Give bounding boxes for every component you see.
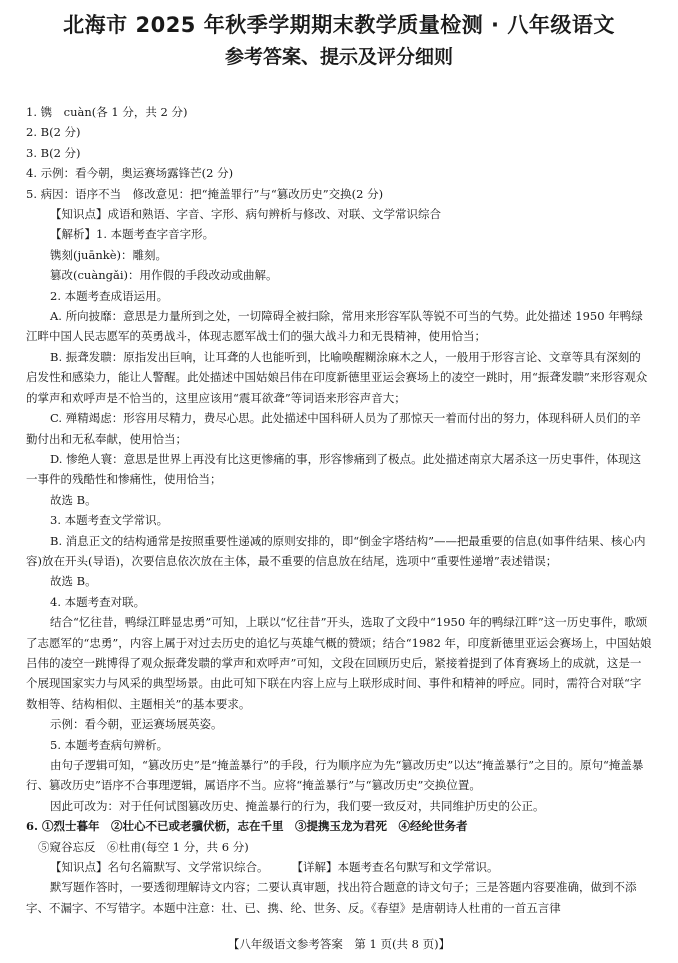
paragraph: B. 振聋发聩：原指发出巨响，让耳聋的人也能听到，比喻唤醒糊涂麻木之人，一般用于形容言论、文章等具有深刻的启发性和感染力，能让人警醒。此处描述中国姑娘吕伟在印度新德里亚运会赛场上的凌空一跳时，用“振聋发聩”来形容观众的掌声和欢呼声是不恰当的，这里应该用“震耳欲聋”等词语来形容声音大； [26,349,648,405]
paragraph: 因此可改为：对于任何试图篡改历史、掩盖暴行的行为，我们要一致反对，共同维护历史的公正。 [50,798,545,813]
paragraph: 3. 本题考查文学常识。 [50,513,169,528]
answer-5: 5. 病因：语序不当 修改意见：把“掩盖罪行”与“篡改历史”交换(2 分) [26,186,384,201]
paragraph: 2. 本题考查成语运用。 [50,288,169,303]
paragraph: 由句子逻辑可知，“篡改历史”是“掩盖暴行”的手段，行为顺序应为先“篡改历史”以达“掩盖暴行”之目的。原句“掩盖暴行、篡改历史”语序不合事理逻辑，属语序不当。应将“掩盖暴行”与“篡改历史”交换位置。 [26,758,644,793]
paragraph: 4. 本题考查对联。 [50,594,146,609]
paragraph: A. 所向披靡：意思是力量所到之处，一切障碍全被扫除，常用来形容军队等锐不可当的气势。此处描述 1950 年鸭绿江畔中国人民志愿军的英勇战斗，体现志愿军战士们的强大战斗力和无畏精神，使用恰当； [26,309,643,344]
paragraph: 结合“忆往昔，鸭绿江畔显忠勇”可知，上联以“忆往昔”开头，选取了文段中“1950 年的鸭绿江畔”这一历史事件，歌颂了志愿军的“忠勇”，内容上属于对过去历史的追忆与英雄气概的赞颂；结合“1982 年，印度新德里亚运会赛场上，中国姑娘吕伟的凌空一跳博得了观众振聋发聩的掌声和欢呼声”可知，文段在回顾历史后，紧接着提到了体育赛场上的成就，这是一个展现国家实力与风采的典型场景。由此可知下联在内容上应与上联形成时间、事件和精神的呼应。同时，需符合对联“字数相等、结构相似、主题相关”的基本要求。 [26,615,652,711]
paragraph: 默写题作答时，一要透彻理解诗文内容；二要认真审题，找出符合题意的诗文句子；三是答题内容要准确，做到不添字、不漏字、不写错字。本题中注意：壮、已、携、纶、世务、反。《春望》是唐朝诗人杜甫的一首五言律 [26,880,637,915]
analysis-heading: 【解析】1. 本题考查字音字形。 [50,227,215,242]
answer-6-cont: ⑤窥谷忘反 ⑥杜甫(每空 1 分，共 6 分) [38,839,249,854]
paragraph: C. 殚精竭虑：形容用尽精力，费尽心思。此处描述中国科研人员为了那惊天一着而付出的努力，体现科研人员们的辛勤付出和无私奉献，使用恰当； [26,411,641,446]
answer-1: 1. 镌 cuàn(各 1 分，共 2 分) [26,105,188,119]
page-subtitle: 参考答案、提示及评分细则 [224,46,453,68]
page-title: 北海市 2025 年秋季学期期末教学质量检测 · 八年级语文 [63,13,615,37]
paragraph: 故选 B。 [50,492,97,507]
knowledge-point: 【知识点】成语和熟语、字音、字形、病句辨析与修改、对联、文学常识综合 [50,207,441,222]
paragraph: 镌刻(juānkè)：雕刻。 [50,247,167,262]
paragraph: 5. 本题考查病句辨析。 [50,737,169,752]
paragraph: 示例：看今朝，亚运赛场展英姿。 [50,717,223,732]
answer-2: 2. B(2 分) [26,125,81,140]
knowledge-point: 【知识点】名句名篇默写、文学常识综合。 【详解】本题考查名句默写和文学常识。 [50,860,499,875]
paragraph: 故选 B。 [50,574,97,589]
answer-4: 4. 示例：看今朝，奥运赛场露锋芒(2 分) [26,166,234,181]
paragraph: D. 惨绝人寰：意思是世界上再没有比这更惨痛的事，形容惨痛到了极点。此处描述南京大屠杀这一历史事件，体现这一事件的残酷性和惨痛性，使用恰当； [26,451,642,487]
page-footer: 【八年级语文参考答案 第 1 页(共 8 页)】 [227,937,451,951]
paragraph: 篡改(cuàngǎi)：用作假的手段改动或曲解。 [50,268,278,283]
paragraph: B. 消息正文的结构通常是按照重要性递减的原则安排的，即“倒金字塔结构”——把最重要的信息(如事件结果、核心内容)放在开头(导语)，次要信息依次放在主体，最不重要的信息放在结尾，选项中“重要性递增”表述错误； [26,533,646,568]
answer-6: 6. ①烈士暮年 ②壮心不已或老骥伏枥，志在千里 ③提携玉龙为君死 ④经纶世务者 [26,819,468,834]
answer-3: 3. B(2 分) [26,145,81,160]
answer-body [26,102,652,918]
